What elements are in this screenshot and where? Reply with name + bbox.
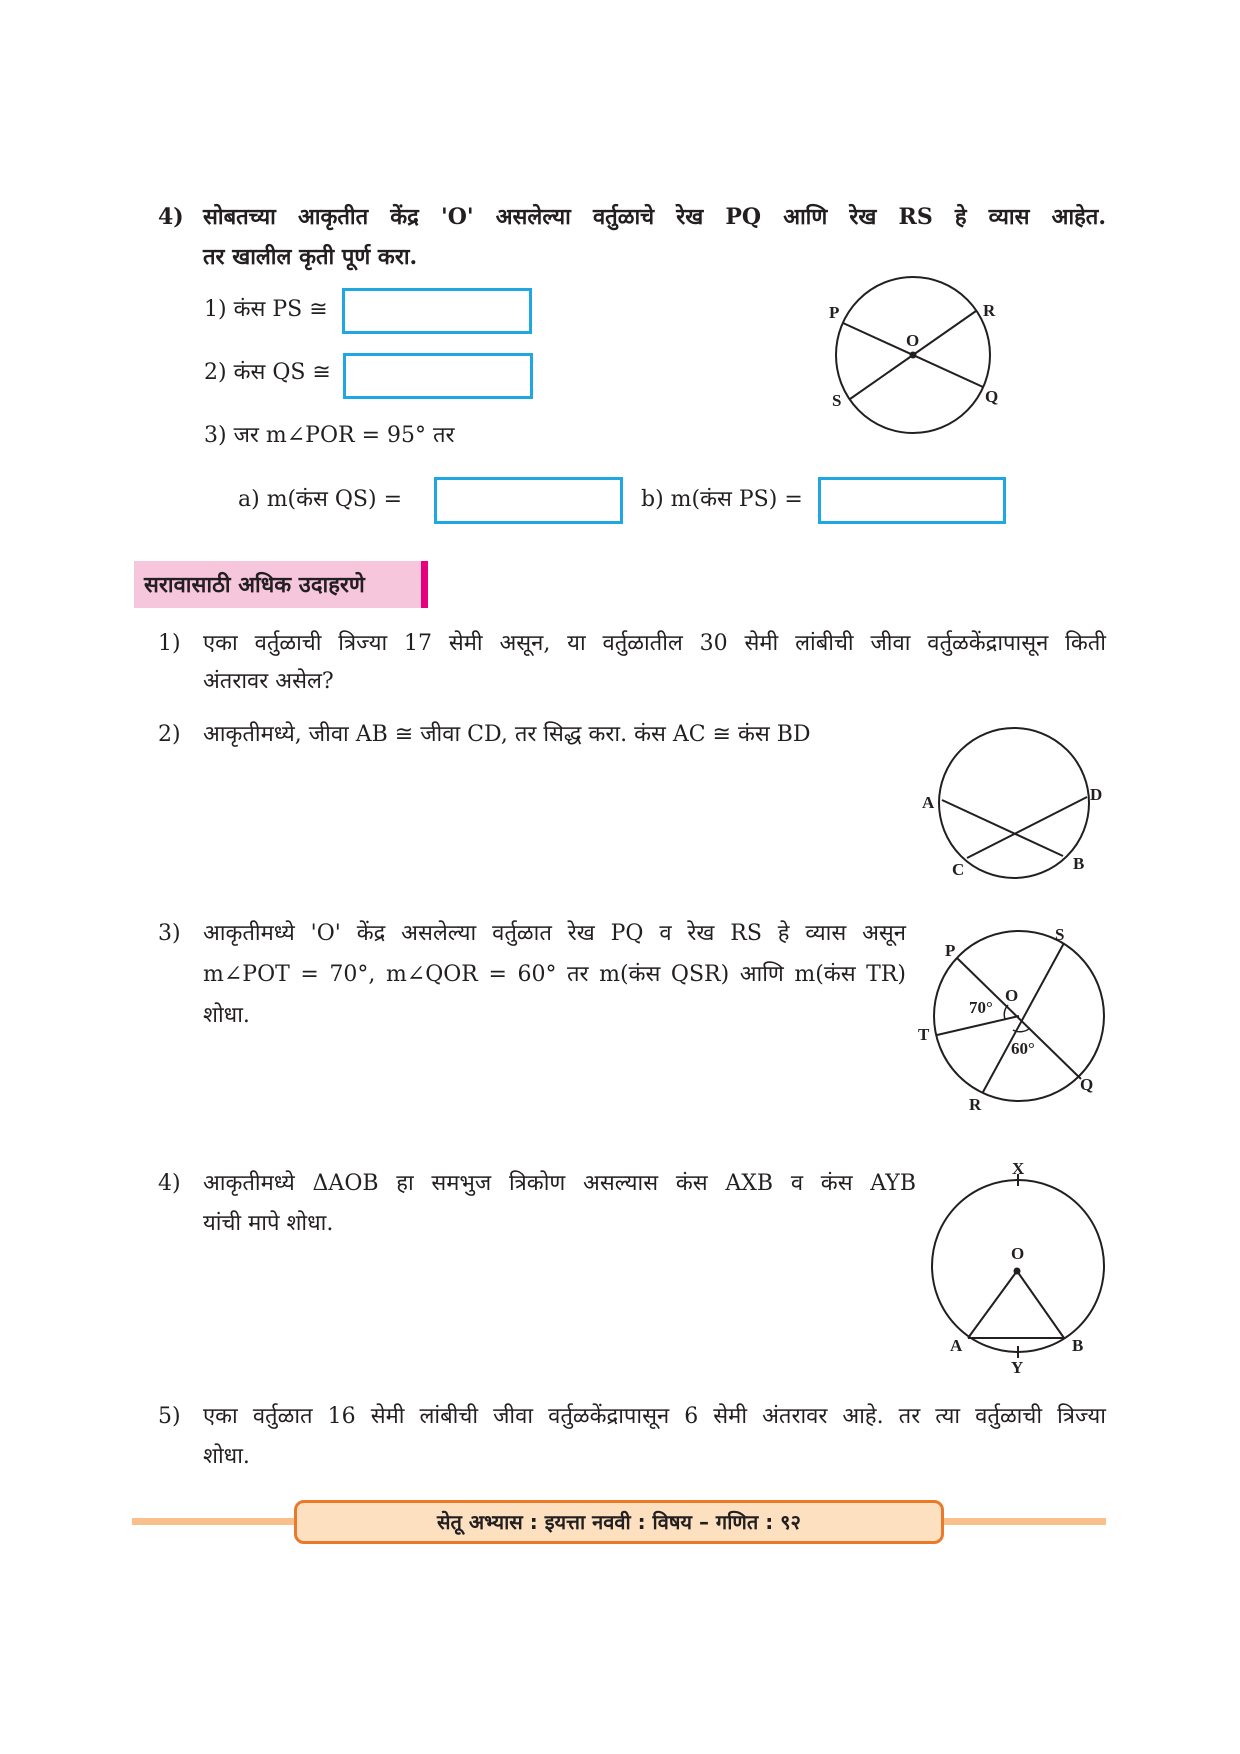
diameter-rs — [983, 943, 1064, 1092]
figure-ex2-circle — [922, 728, 1102, 879]
label-o: O — [1005, 986, 1019, 1005]
figure-ex3-circle — [918, 925, 1104, 1114]
sub-question-1: 1) कंस PS ≅ — [204, 297, 328, 322]
footer-banner — [294, 1500, 944, 1544]
example-number: 3) — [158, 921, 181, 946]
label-p: P — [829, 303, 840, 322]
example-text: अंतरावर असेल? — [203, 669, 334, 694]
chord-cd — [967, 797, 1087, 858]
question-text: तर खालील कृती पूर्ण करा. — [203, 244, 418, 270]
label-c: C — [952, 860, 965, 879]
radius-ot — [937, 1016, 1019, 1035]
example-text: शोधा. — [203, 1003, 250, 1028]
label-b: B — [1072, 1336, 1084, 1355]
example-number: 1) — [158, 631, 181, 656]
circle — [939, 728, 1089, 878]
sub-question-2: 2) कंस QS ≅ — [204, 360, 331, 385]
example-text: एका वर्तुळाची त्रिज्या 17 सेमी असून, या वर्तुळातील 30 सेमी लांबीची जीवा वर्तुळकेंद्रापासून किती — [203, 631, 1106, 656]
chord-ab — [942, 800, 1063, 856]
figure-ex4-circle — [932, 1159, 1104, 1377]
example-text: एका वर्तुळात 16 सेमी लांबीची जीवा वर्तुळकेंद्रापासून 6 सेमी अंतरावर आहे. तर त्या वर्तुळाची त्रिज्या — [203, 1404, 1106, 1429]
label-b: B — [1073, 854, 1085, 873]
example-text: आकृतीमध्ये ΔAOB हा समभुज त्रिकोण असल्यास कंस AXB व कंस AYB — [203, 1171, 916, 1196]
label-r: R — [969, 1095, 982, 1114]
circle — [932, 1180, 1104, 1352]
diameter-pq — [957, 958, 1081, 1079]
section-heading-text: सरावासाठी अधिक उदाहरणे — [144, 573, 365, 598]
label-s: S — [1055, 925, 1065, 944]
label-q: Q — [985, 387, 999, 406]
label-r: R — [983, 301, 996, 320]
label-o: O — [906, 331, 920, 350]
label-s: S — [832, 391, 842, 410]
center-point — [911, 353, 916, 358]
center-point — [1015, 1269, 1020, 1274]
label-t: T — [918, 1025, 930, 1044]
question-number: 4) — [158, 204, 184, 230]
label-d: D — [1090, 785, 1103, 804]
sub-question-3a: a) m(कंस QS) = — [238, 487, 403, 512]
label-angle-70: 70° — [969, 998, 993, 1017]
sub-question-3: 3) जर m∠POR = 95° तर — [204, 423, 455, 448]
example-text: m∠POT = 70°, m∠QOR = 60° तर m(कंस QSR) आणि m(कंस TR) — [203, 962, 906, 987]
label-y: Y — [1011, 1358, 1024, 1377]
angle-arc-qor — [1013, 1028, 1030, 1032]
side-ob — [1017, 1271, 1064, 1338]
figure-q4-circle — [829, 277, 998, 433]
example-number: 4) — [158, 1171, 181, 1196]
example-text: आकृतीमध्ये, जीवा AB ≅ जीवा CD, तर सिद्ध करा. कंस AC ≅ कंस BD — [203, 722, 811, 747]
question-text: सोबतच्या आकृतीत केंद्र 'O' असलेल्या वर्तुळाचे रेख PQ आणि रेख RS हे व्यास आहेत. — [203, 204, 1106, 230]
example-number: 5) — [158, 1404, 181, 1429]
sub-question-3b: b) m(कंस PS) = — [641, 487, 803, 512]
example-number: 2) — [158, 722, 181, 747]
example-text: आकृतीमध्ये 'O' केंद्र असलेल्या वर्तुळात रेख PQ व रेख RS हे व्यास असून — [203, 921, 906, 946]
example-text: यांची मापे शोधा. — [203, 1211, 334, 1236]
label-a: A — [950, 1336, 963, 1355]
side-oa — [968, 1271, 1017, 1338]
label-o: O — [1011, 1244, 1025, 1263]
footer-text: सेतू अभ्यास : इयत्ता नववी : विषय – गणित : ९२ — [437, 1510, 801, 1534]
label-p: P — [945, 941, 956, 960]
label-x: X — [1012, 1159, 1025, 1178]
label-angle-60: 60° — [1011, 1039, 1035, 1058]
label-a: A — [922, 793, 935, 812]
example-text: शोधा. — [203, 1444, 250, 1469]
label-q: Q — [1080, 1075, 1094, 1094]
